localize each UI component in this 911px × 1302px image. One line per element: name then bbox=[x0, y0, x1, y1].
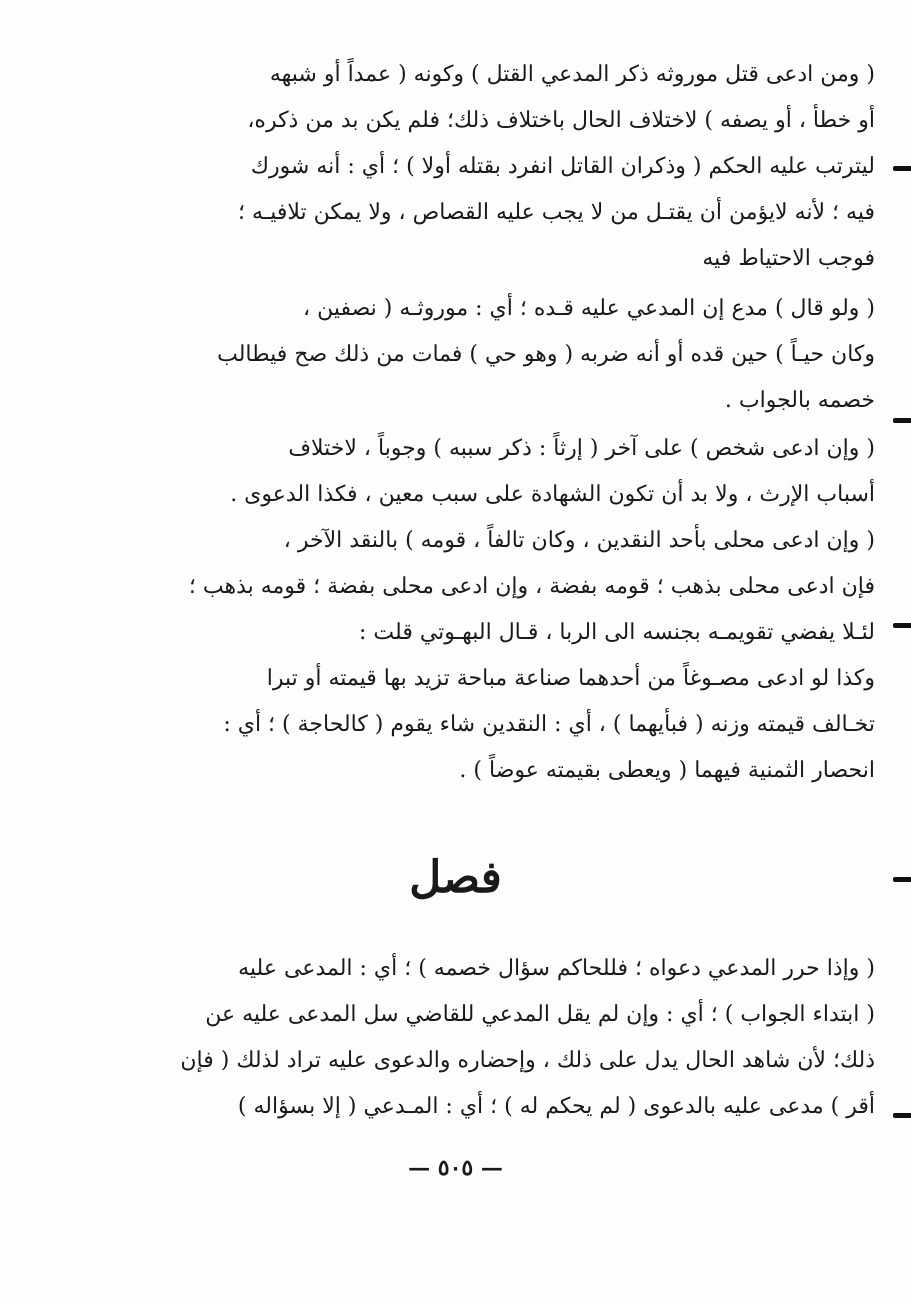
text-line: خصمه بالجواب . bbox=[724, 388, 875, 413]
paragraph-halving-claim bbox=[160, 286, 875, 424]
text-line: لئـلا يفضي تقويمـه بجنسه الى الربا ، قـال البهـوتي قلت : bbox=[359, 620, 875, 645]
paragraph-after-heading bbox=[160, 946, 875, 1130]
text-line: فوجب الاحتياط فيه bbox=[702, 246, 875, 271]
scan-edge-mark bbox=[893, 1113, 911, 1118]
paragraph-inheritance-claim bbox=[160, 426, 875, 518]
text-line: أقر ) مدعى عليه بالدعوى ( لم يحكم له ) ؛ أي : المـدعي ( إلا بسؤاله ) bbox=[237, 1094, 875, 1119]
text-line: ( وإذا حرر المدعي دعواه ؛ فللحاكم سؤال خصمه ) ؛ أي : المدعى عليه bbox=[238, 956, 875, 981]
text-line: فيه ؛ لأنه لايؤمن أن يقتـل من لا يجب عليه القصاص ، ولا يمكن تلافيـه ؛ bbox=[238, 200, 875, 225]
paragraph-inheritance-killing bbox=[160, 52, 875, 282]
section-heading: فصل bbox=[409, 852, 502, 903]
page-number: — ٥٠٥ — bbox=[408, 1155, 503, 1181]
text-line: وكذا لو ادعى مصـوغاً من أحدهما صناعة مباحة تزيد بها قيمته أو تبرا bbox=[266, 666, 875, 691]
text-line: أو خطأ ، أو يصفه ) لاختلاف الحال باختلاف ذلك؛ فلم يكن بد من ذكره، bbox=[247, 108, 875, 133]
text-line: فإن ادعى محلى بذهب ؛ قومه بفضة ، وإن ادعى محلى بفضة ؛ قومه بذهب ؛ bbox=[188, 574, 875, 599]
text-line: ( ابتداء الجواب ) ؛ أي : وإن لم يقل المدعي للقاضي سل المدعى عليه عن bbox=[205, 1002, 875, 1027]
text-line: أسباب الإرث ، ولا بد أن تكون الشهادة على سبب معين ، فكذا الدعوى . bbox=[230, 482, 875, 507]
scan-edge-mark bbox=[893, 166, 911, 171]
paragraph-adorned-item-claim bbox=[160, 518, 875, 794]
text-line: ( ومن ادعى قتل موروثه ذكر المدعي القتل ) وكونه ( عمداً أو شبهه bbox=[269, 62, 875, 87]
scan-edge-mark bbox=[893, 623, 911, 628]
text-line: ( ولو قال ) مدع إن المدعي عليه قـده ؛ أي : موروثـه ( نصفين ، bbox=[302, 296, 875, 321]
text-line: انحصار الثمنية فيهما ( ويعطى بقيمته عوضاً ) . bbox=[459, 758, 875, 783]
text-line: ليترتب عليه الحكم ( وذكران القاتل انفرد بقتله أولا ) ؛ أي : أنه شورك bbox=[250, 154, 875, 179]
text-line: تخـالف قيمته وزنه ( فبأيهما ) ، أي : النقدين شاء يقوم ( كالحاجة ) ؛ أي : bbox=[223, 712, 875, 737]
scan-edge-mark bbox=[893, 418, 911, 423]
text-line: ذلك؛ لأن شاهد الحال يدل على ذلك ، وإحضاره والدعوى عليه تراد لذلك ( فإن bbox=[180, 1048, 875, 1073]
text-line: ( وإن ادعى شخص ) على آخر ( إرثاً : ذكر سببه ) وجوباً ، لاختلاف bbox=[288, 436, 875, 461]
text-line: وكان حيـاً ) حين قده أو أنه ضربه ( وهو حي ) فمات من ذلك صح فيطالب bbox=[217, 342, 875, 367]
text-line: ( وإن ادعى محلى بأحد النقدين ، وكان تالفاً ، قومه ) بالنقد الآخر ، bbox=[283, 528, 875, 553]
scan-edge-mark bbox=[893, 877, 911, 882]
